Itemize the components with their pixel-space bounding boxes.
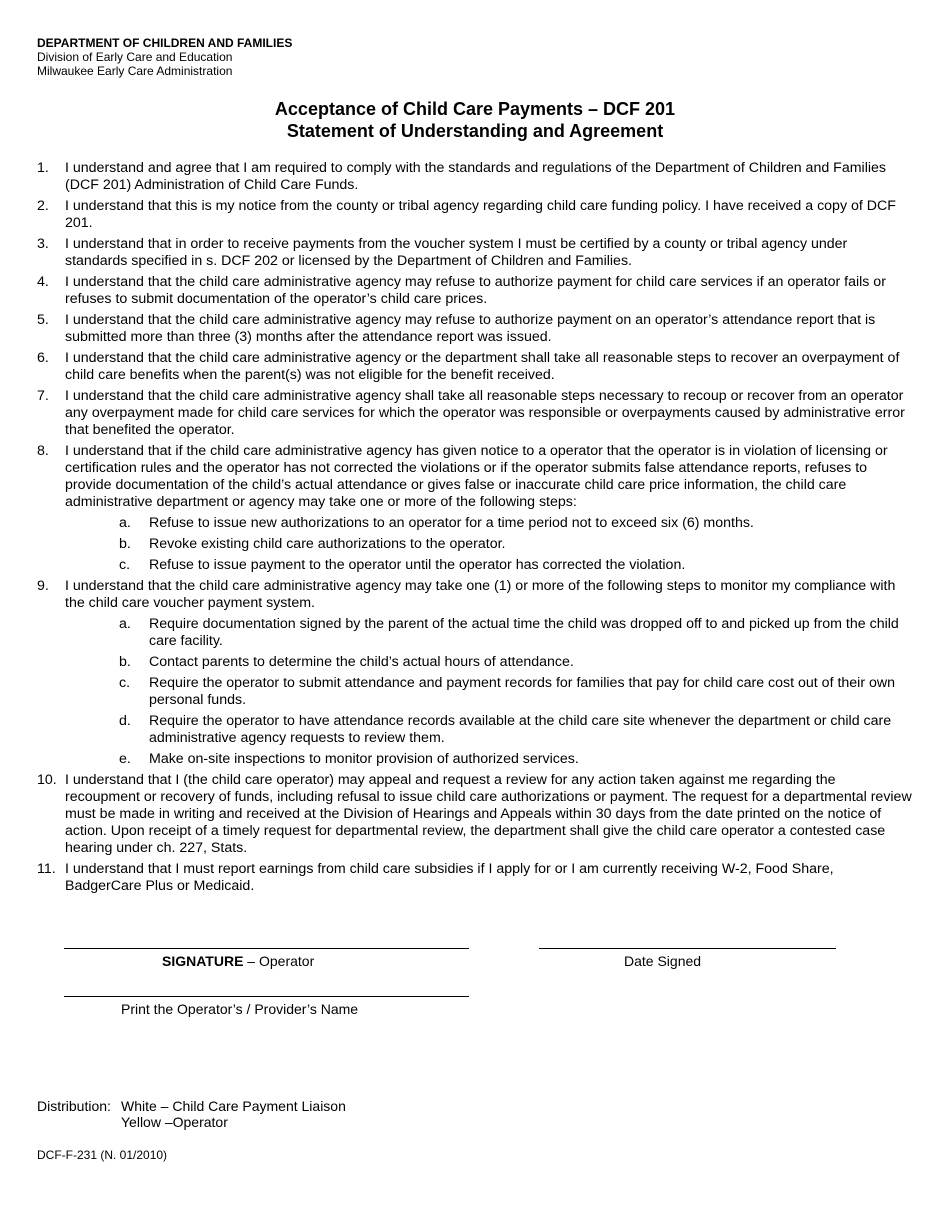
item-text: I understand that the child care administrative agency may take one (1) or more of the following steps to monitor my compliance with the child care voucher payment system. — [65, 578, 896, 611]
header-block — [37, 36, 292, 78]
item-number: 2. — [37, 198, 49, 214]
sub-text: Contact parents to determine the child’s actual hours of attendance. — [149, 654, 574, 670]
signature-label-rest: – Operator — [243, 953, 315, 969]
item-number: 7. — [37, 388, 49, 404]
date-signed-label: Date Signed — [624, 953, 702, 969]
distribution-line-1: White – Child Care Payment Liaison — [121, 1098, 346, 1114]
list-item — [37, 312, 912, 346]
item-text: I understand that in order to receive payments from the voucher system I must be certified by a county or tribal agency under standards specified in s. DCF 202 or licensed by the Department of Children and Families. — [65, 236, 848, 269]
sub-letter: b. — [119, 654, 131, 670]
item-number: 3. — [37, 236, 49, 252]
print-name-label: Print the Operator’s / Provider’s Name — [121, 1001, 359, 1017]
item-number: 1. — [37, 160, 49, 176]
item-text: I understand and agree that I am required to comply with the standards and regulations of the Department of Children and Families (DCF 201) Administration of Child Care Funds. — [65, 160, 886, 193]
sub-letter: c. — [119, 675, 131, 691]
list-item — [37, 578, 912, 768]
signature-line[interactable] — [64, 948, 469, 949]
item-number: 4. — [37, 274, 49, 290]
list-item — [37, 274, 912, 308]
item-text: I understand that the child care administrative agency may refuse to authorize payment on an operator’s attendance report that is submitted more than three (3) months after the attendance report was issued. — [65, 312, 876, 345]
item-number: 10. — [37, 772, 57, 788]
sub-text: Refuse to issue new authorizations to an operator for a time period not to exceed six (6) months. — [149, 515, 754, 531]
agreement-list — [37, 160, 912, 899]
list-item — [37, 160, 912, 194]
sub-item — [65, 557, 912, 574]
sub-letter: a. — [119, 515, 131, 531]
sub-item — [65, 515, 912, 532]
item-text: I understand that the child care administrative agency shall take all reasonable steps necessary to recoup or recover from an operator any overpayment made for child care services for which the operator was responsible or overpayments caused by administrative error that benefited the operator. — [65, 388, 905, 438]
item-text: I understand that this is my notice from the county or tribal agency regarding child care funding policy. I have received a copy of DCF 201. — [65, 198, 896, 231]
item-number: 8. — [37, 443, 49, 459]
title-line-1: Acceptance of Child Care Payments – DCF 201 — [274, 99, 676, 119]
sub-text: Require the operator to have attendance records available at the child care site whenever the department or child care administrative agency requests to review them. — [149, 713, 892, 746]
item-number: 9. — [37, 578, 49, 594]
item-text: I understand that if the child care administrative agency has given notice to a operator that the operator is in violation of licensing or certification rules and the operator has not corrected the violations or if the operator submits false attendance reports, refuses to provide documentation of the child’s actual attendance or gives false or inaccurate child care price information, the child care administrative department or agency may take one or more of the following steps: — [65, 443, 888, 510]
division-name: Division of Early Care and Education — [37, 50, 233, 64]
title-line-2: Statement of Understanding and Agreement — [286, 121, 664, 141]
list-item — [37, 443, 912, 574]
signature-label — [162, 953, 314, 969]
sub-text: Make on-site inspections to monitor provision of authorized services. — [149, 751, 579, 767]
item-text: I understand that the child care administrative agency may refuse to authorize payment for child care services if an operator fails or refuses to submit documentation of the operator’s child care prices. — [65, 274, 886, 307]
signature-label-bold: SIGNATURE — [162, 953, 244, 969]
sub-text: Require the operator to submit attendance and payment records for families that pay for child care cost out of their own personal funds. — [149, 675, 896, 708]
sub-text: Require documentation signed by the parent of the actual time the child was dropped off to and picked up from the child care facility. — [149, 616, 899, 649]
administration-name: Milwaukee Early Care Administration — [37, 64, 233, 78]
sub-item — [65, 616, 912, 650]
sub-text: Refuse to issue payment to the operator until the operator has corrected the violation. — [149, 557, 686, 573]
list-item — [37, 861, 912, 895]
list-item — [37, 388, 912, 439]
sub-list — [65, 515, 912, 574]
sub-item — [65, 654, 912, 671]
sub-text: Revoke existing child care authorizations to the operator. — [149, 536, 506, 552]
distribution-label: Distribution: — [37, 1098, 111, 1114]
sub-item — [65, 713, 912, 747]
distribution-values — [121, 1098, 346, 1130]
date-signed-line[interactable] — [539, 948, 836, 949]
item-number: 11. — [37, 861, 56, 877]
item-number: 5. — [37, 312, 49, 328]
form-number: DCF-F-231 (N. 01/2010) — [37, 1148, 168, 1162]
sub-letter: a. — [119, 616, 131, 632]
list-item — [37, 236, 912, 270]
item-text: I understand that I must report earnings from child care subsidies if I apply for or I am currently receiving W-2, Food Share, BadgerCare Plus or Medicaid. — [65, 861, 834, 894]
sub-letter: d. — [119, 713, 131, 729]
sub-item — [65, 751, 912, 768]
item-text: I understand that the child care administrative agency or the department shall take all reasonable steps to recover an overpayment of child care benefits when the parent(s) was not eligible for the benefit received. — [65, 350, 900, 383]
sub-item — [65, 675, 912, 709]
list-item — [37, 198, 912, 232]
item-text: I understand that I (the child care operator) may appeal and request a review for any action taken against me regarding the recoupment or recovery of funds, including refusal to issue child care authorizations or payment. The request for a departmental review must be made in writing and received at the Division of Hearings and Appeals within 30 days from the date printed on the notice of action. Upon receipt of a timely request for departmental review, the department shall give the child care operator a contested case hearing under ch. 227, Stats. — [65, 772, 912, 856]
department-name: DEPARTMENT OF CHILDREN AND FAMILIES — [37, 36, 293, 50]
page-title — [0, 98, 950, 142]
sub-letter: e. — [119, 751, 131, 767]
sub-list — [65, 616, 912, 768]
item-number: 6. — [37, 350, 49, 366]
list-item — [37, 772, 912, 857]
list-item — [37, 350, 912, 384]
sub-letter: c. — [119, 557, 131, 573]
distribution-line-2: Yellow –Operator — [121, 1114, 228, 1130]
sub-item — [65, 536, 912, 553]
sub-letter: b. — [119, 536, 131, 552]
print-name-line[interactable] — [64, 996, 469, 997]
